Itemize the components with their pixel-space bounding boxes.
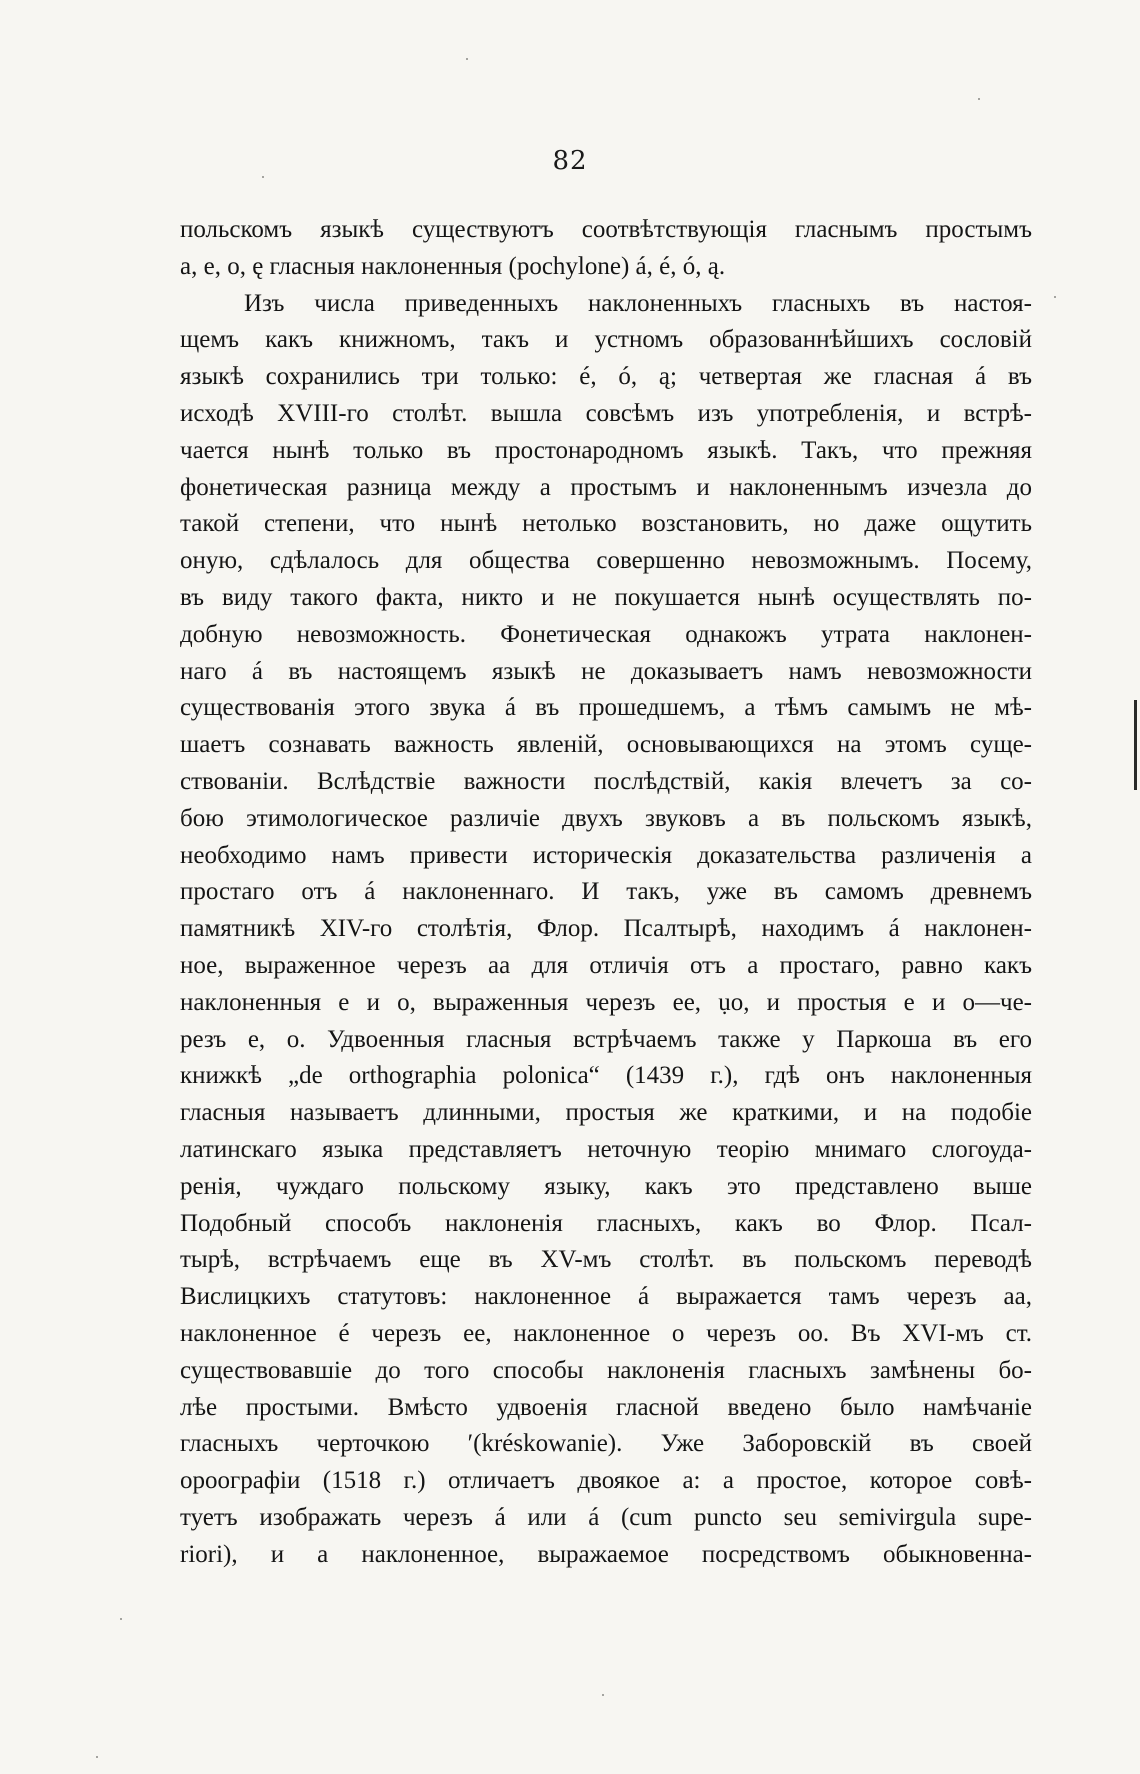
text-line: чается нынѣ только въ простонародномъ языкѣ. Такъ, что прежняя xyxy=(180,436,1032,464)
text-line: ствованіи. Вслѣдствіе важности послѣдствій, какія влечетъ за со- xyxy=(180,767,1032,795)
text-line: гласныхъ черточкою ′(kréskowanie). Уже Заборовскій въ своей xyxy=(180,1430,1032,1458)
text-line: добную невозможность. Фонетическая однакожъ утрата наклонен- xyxy=(180,620,1032,648)
scan-speck xyxy=(466,58,468,60)
text-line: латинскаго языка представляетъ неточную теорію мнимаго слогоуда- xyxy=(180,1135,1032,1163)
text-line: польскомъ языкѣ существуютъ соотвѣтствующія гласнымъ простымъ xyxy=(180,216,1032,243)
text-line: языкѣ сохранились три только: é, ó, ą; четвертая же гласная á въ xyxy=(180,363,1032,391)
text-line: ное, выраженное черезъ aa для отличія отъ a простаго, равно какъ xyxy=(180,951,1032,979)
text-line: a, e, o, ę гласныя наклоненныя (pochylone) á, é, ó, ą. xyxy=(180,252,726,280)
page-number: 82 xyxy=(552,146,588,176)
text-line: книжкѣ „de orthographia polonica“ (1439 г.), гдѣ онъ наклоненныя xyxy=(180,1062,1032,1090)
text-line: существованія этого звука á въ прошедшемъ, а тѣмъ самымъ не мѣ- xyxy=(180,694,1032,722)
scan-edge-mark xyxy=(1134,700,1137,790)
body-text xyxy=(180,212,1032,1573)
text-line: бою этимологическое различіе двухъ звуковъ a въ польскомъ языкѣ, xyxy=(180,804,1032,832)
text-line: оную, сдѣлалось для общества совершенно невозможнымъ. Посему, xyxy=(180,547,1032,575)
text-line: наклоненныя e и o, выраженныя черезъ ee, ụo, и простыя e и o—че- xyxy=(180,988,1032,1016)
text-line: резъ e, o. Удвоенныя гласныя встрѣчаемъ также у Паркоша въ его xyxy=(180,1025,1032,1053)
text-line: riori), и a наклоненное, выражаемое посредствомъ обыкновенна- xyxy=(180,1540,1032,1568)
text-line: въ виду такого факта, никто и не покушается нынѣ осуществлять по- xyxy=(180,583,1032,611)
text-line: наго á въ настоящемъ языкѣ не доказываетъ намъ невозможности xyxy=(180,657,1032,685)
text-line: ороографіи (1518 г.) отличаетъ двоякое a: a простое, которое совѣ- xyxy=(180,1467,1032,1495)
text-line: Подобный способъ наклоненія гласныхъ, какъ во Флор. Псал- xyxy=(180,1209,1032,1237)
text-line: шаетъ сознавать важность явленій, основывающихся на этомъ суще- xyxy=(180,731,1032,759)
text-line: существовавшіе до того способы наклоненія гласныхъ замѣнены бо- xyxy=(180,1356,1032,1384)
text-line: наклоненное é черезъ ee, наклоненное o черезъ oo. Въ XVI-мъ ст. xyxy=(180,1319,1032,1347)
scan-speck xyxy=(96,1756,98,1758)
text-line: щемъ какъ книжномъ, такъ и устномъ образованнѣйшихъ сословій xyxy=(180,326,1032,354)
text-line: гласныя называетъ длинными, простыя же краткими, и на подобіе xyxy=(180,1099,1032,1127)
scan-speck xyxy=(602,1694,604,1696)
scan-speck xyxy=(1054,296,1056,298)
text-line: Вислицкихъ статутовъ: наклоненное á выражается тамъ черезъ aa, xyxy=(180,1283,1032,1311)
text-line: туетъ изображать черезъ á или á (cum puncto seu semivirgula supe- xyxy=(180,1503,1032,1531)
text-line: исходѣ XVIII-го столѣт. вышла совсѣмъ изъ употребленія, и встрѣ- xyxy=(180,399,1032,427)
text-line: лѣе простыми. Вмѣсто удвоенія гласной введено было намѣчаніе xyxy=(180,1393,1032,1421)
scan-speck xyxy=(978,98,980,100)
text-line: памятникѣ XIV-го столѣтія, Флор. Псалтырѣ, находимъ á наклонен- xyxy=(180,915,1032,943)
scan-speck xyxy=(120,1618,122,1620)
text-line: такой степени, что нынѣ нетолько возстановить, но даже ощутить xyxy=(180,510,1032,538)
text-line: Изъ числа приведенныхъ наклоненныхъ гласныхъ въ настоя- xyxy=(244,289,1032,317)
text-line: ренія, чуждаго польскому языку, какъ это представлено выше xyxy=(180,1172,1032,1200)
scan-speck xyxy=(262,176,264,178)
text-line: тырѣ, встрѣчаемъ еще въ XV-мъ столѣт. въ польскомъ переводѣ xyxy=(180,1246,1032,1274)
text-line: простаго отъ á наклоненнаго. И такъ, уже въ самомъ древнемъ xyxy=(180,878,1032,906)
text-line: фонетическая разница между a простымъ и наклоненнымъ изчезла до xyxy=(180,473,1032,501)
text-line: необходимо намъ привести историческія доказательства различенія a xyxy=(180,841,1032,869)
